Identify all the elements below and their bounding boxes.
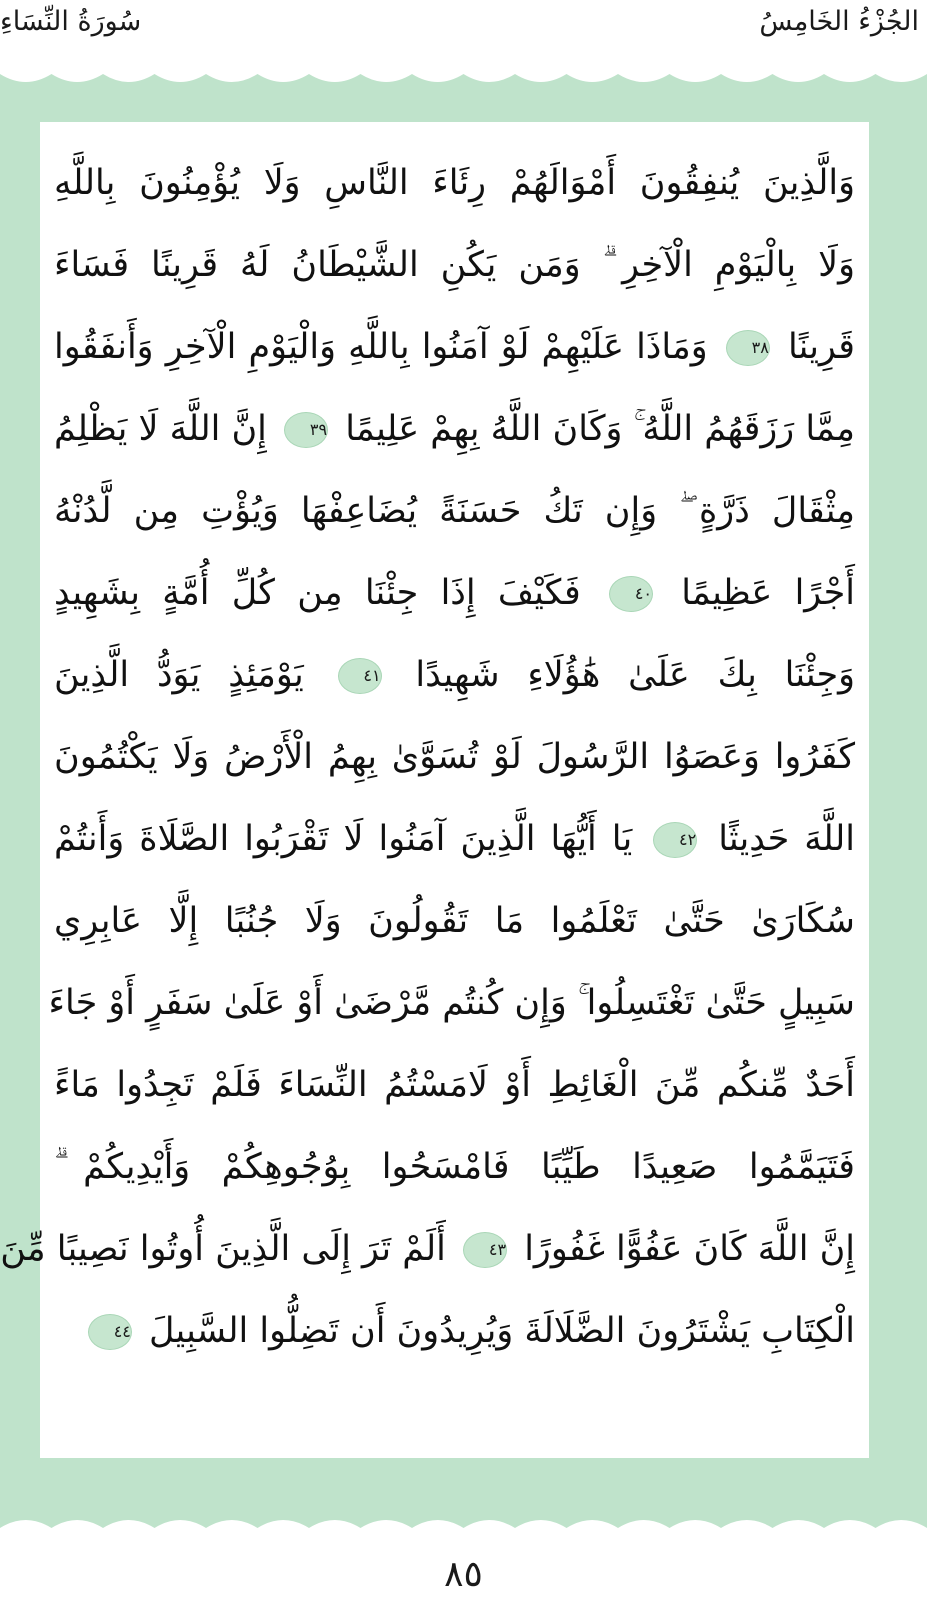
verse-line bbox=[54, 798, 855, 880]
page-header bbox=[0, 0, 927, 58]
verse-text: قَرِينًا bbox=[787, 327, 855, 367]
verse-text: أَلَمْ تَرَ إِلَى الَّذِينَ أُوتُوا نَصِيبًا مِّنَ bbox=[0, 1229, 446, 1269]
verse-text: كَفَرُوا وَعَصَوُا الرَّسُولَ لَوْ تُسَوَّىٰ بِهِمُ الْأَرْضُ وَلَا يَكْتُمُونَ bbox=[54, 737, 855, 777]
verse-text: فَكَيْفَ إِذَا جِئْنَا مِن كُلِّ أُمَّةٍ بِشَهِيدٍ bbox=[54, 573, 581, 613]
verse-line bbox=[54, 552, 855, 634]
verse-line bbox=[54, 716, 855, 798]
verse-text: أَحَدٌ مِّنكُم مِّنَ الْغَائِطِ أَوْ لَامَسْتُمُ النِّسَاءَ فَلَمْ تَجِدُوا مَاءً bbox=[54, 1065, 855, 1105]
verse-line bbox=[54, 1126, 855, 1208]
juz-name: الجُزْءُ الخَامِسُ bbox=[759, 6, 919, 37]
page-frame bbox=[0, 60, 927, 1542]
verse-line bbox=[0, 1208, 855, 1290]
verse-line bbox=[54, 1044, 855, 1126]
verse-text: مِمَّا رَزَقَهُمُ اللَّهُ ۚ وَكَانَ اللَّهُ بِهِمْ عَلِيمًا bbox=[345, 409, 855, 449]
ayah-number-marker: ٣٨ bbox=[726, 330, 770, 366]
page-number: ٨٥ bbox=[444, 1554, 483, 1595]
verse-text: فَتَيَمَّمُوا صَعِيدًا طَيِّبًا فَامْسَحُوا بِوُجُوهِكُمْ وَأَيْدِيكُمْ ۗ bbox=[54, 1147, 855, 1187]
verse-text: مِثْقَالَ ذَرَّةٍ ۖ وَإِن تَكُ حَسَنَةً يُضَاعِفْهَا وَيُؤْتِ مِن لَّدُنْهُ bbox=[54, 491, 856, 531]
ayah-number-marker: ٤٢ bbox=[653, 822, 697, 858]
verse-line bbox=[54, 388, 855, 470]
verse-text: أَجْرًا عَظِيمًا bbox=[681, 573, 855, 613]
surah-name: سُورَةُ النِّسَاءِ bbox=[0, 6, 142, 37]
verse-text: إِنَّ اللَّهَ لَا يَظْلِمُ bbox=[54, 409, 267, 449]
verse-line bbox=[54, 224, 855, 306]
verse-line bbox=[54, 470, 855, 552]
frame-top-wave bbox=[0, 60, 927, 90]
verse-text: يَا أَيُّهَا الَّذِينَ آمَنُوا لَا تَقْرَبُوا الصَّلَاةَ وَأَنتُمْ bbox=[54, 819, 633, 859]
verse-text: يَوْمَئِذٍ يَوَدُّ الَّذِينَ bbox=[54, 655, 304, 695]
verse-line bbox=[54, 1290, 855, 1372]
verse-line bbox=[54, 306, 855, 388]
frame-bottom-wave bbox=[0, 1512, 927, 1542]
ayah-number-marker: ٣٩ bbox=[284, 412, 328, 448]
verse-text: الْكِتَابِ يَشْتَرُونَ الضَّلَالَةَ وَيُرِيدُونَ أَن تَضِلُّوا السَّبِيلَ bbox=[149, 1311, 855, 1351]
verse-text: وَالَّذِينَ يُنفِقُونَ أَمْوَالَهُمْ رِئَاءَ النَّاسِ وَلَا يُؤْمِنُونَ بِاللَّهِ bbox=[54, 163, 855, 203]
text-panel bbox=[0, 122, 869, 1458]
verse-text: وَلَا بِالْيَوْمِ الْآخِرِ ۗ وَمَن يَكُنِ الشَّيْطَانُ لَهُ قَرِينًا فَسَاءَ bbox=[54, 245, 855, 285]
verse-line bbox=[54, 634, 855, 716]
verse-line bbox=[48, 962, 855, 1044]
verse-text: وَمَاذَا عَلَيْهِمْ لَوْ آمَنُوا بِاللَّهِ وَالْيَوْمِ الْآخِرِ وَأَنفَقُوا bbox=[54, 327, 708, 367]
verse-text: إِنَّ اللَّهَ كَانَ عَفُوًّا غَفُورًا bbox=[524, 1229, 855, 1269]
ayah-number-marker: ٤٣ bbox=[463, 1232, 507, 1268]
verse-text: اللَّهَ حَدِيثًا bbox=[718, 819, 855, 859]
verse-line bbox=[54, 880, 855, 962]
ayah-number-marker: ٤٤ bbox=[88, 1314, 132, 1350]
ayah-number-marker: ٤١ bbox=[338, 658, 382, 694]
verse-text: سَبِيلٍ حَتَّىٰ تَغْتَسِلُوا ۚ وَإِن كُنتُم مَّرْضَىٰ أَوْ عَلَىٰ سَفَرٍ أَوْ جَاءَ bbox=[48, 983, 855, 1023]
verses-block bbox=[0, 142, 856, 1448]
ayah-number-marker: ٤٠ bbox=[609, 576, 653, 612]
verse-text: سُكَارَىٰ حَتَّىٰ تَعْلَمُوا مَا تَقُولُونَ وَلَا جُنُبًا إِلَّا عَابِرِي bbox=[54, 901, 855, 941]
verse-text: وَجِئْنَا بِكَ عَلَىٰ هَٰؤُلَاءِ شَهِيدًا bbox=[415, 655, 855, 695]
verse-line bbox=[54, 142, 855, 224]
